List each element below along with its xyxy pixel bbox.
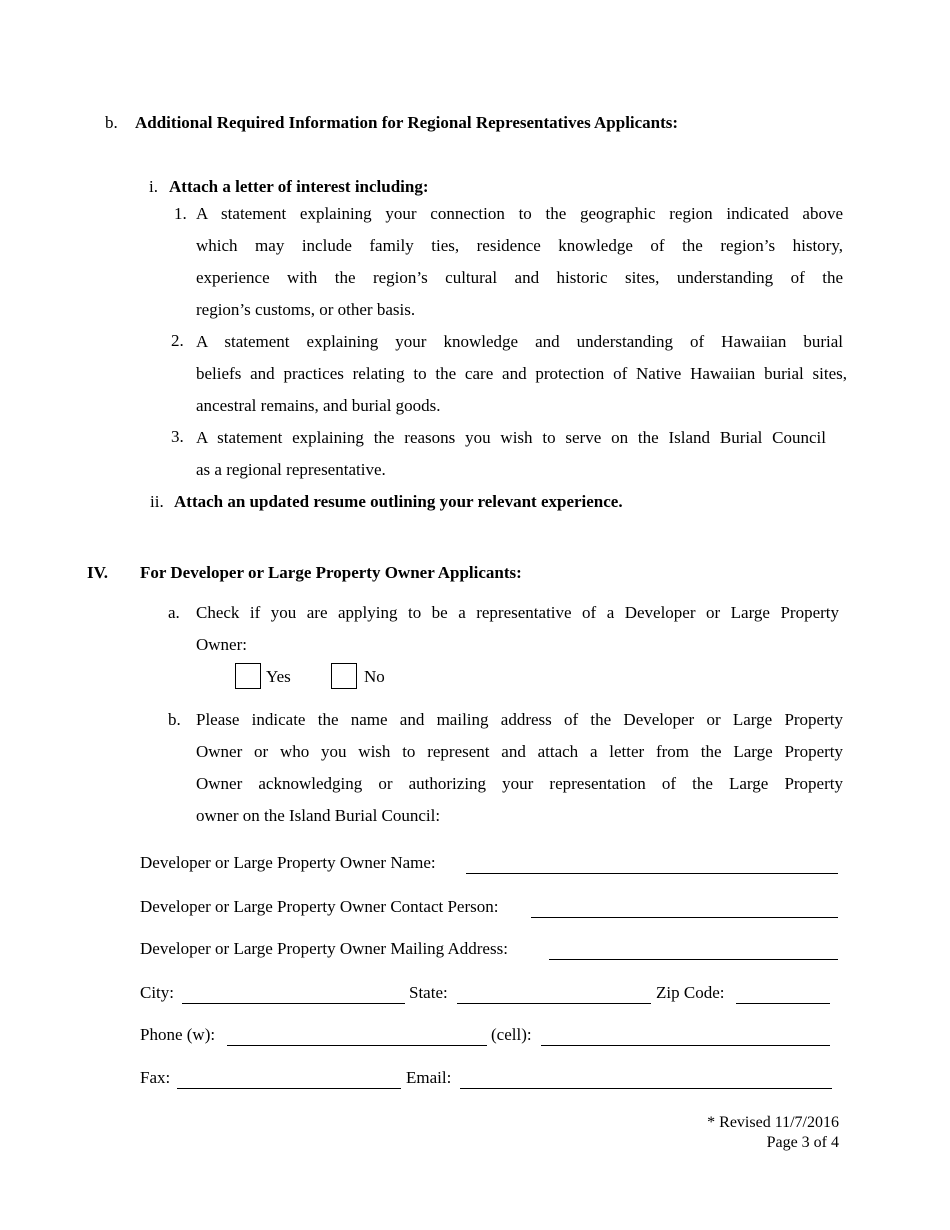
revised-note: * Revised 11/7/2016 bbox=[707, 1114, 839, 1131]
statement-1-line: which may include family ties, residence knowledge of the region’s history, bbox=[196, 236, 843, 255]
statement-3-marker: 3. bbox=[171, 427, 184, 446]
section-iv-heading: For Developer or Large Property Owner Applicants: bbox=[140, 563, 522, 582]
item-i-heading: Attach a letter of interest including: bbox=[169, 177, 429, 196]
no-checkbox[interactable] bbox=[331, 663, 357, 689]
phone-w-field[interactable] bbox=[227, 1045, 487, 1046]
zip-field[interactable] bbox=[736, 1003, 830, 1004]
yes-label: Yes bbox=[266, 667, 291, 686]
item-b-line: Owner or who you wish to represent and attach a letter from the Large Property bbox=[196, 742, 843, 761]
cell-field[interactable] bbox=[541, 1045, 830, 1046]
item-ii-heading: Attach an updated resume outlining your relevant experience. bbox=[174, 492, 623, 511]
owner-name-label: Developer or Large Property Owner Name: bbox=[140, 853, 436, 872]
statement-2-line: A statement explaining your knowledge and understanding of Hawaiian burial bbox=[196, 332, 843, 351]
item-b-line: Please indicate the name and mailing address of the Developer or Large Property bbox=[196, 710, 843, 729]
item-b-marker: b. bbox=[168, 710, 181, 729]
contact-person-label: Developer or Large Property Owner Contact Person: bbox=[140, 897, 499, 916]
cell-label: (cell): bbox=[491, 1025, 532, 1044]
statement-2-line: ancestral remains, and burial goods. bbox=[196, 396, 441, 415]
statement-1-marker: 1. bbox=[174, 204, 187, 223]
state-field[interactable] bbox=[457, 1003, 651, 1004]
statement-1-line: experience with the region’s cultural and historic sites, understanding of the bbox=[196, 268, 843, 287]
zip-label: Zip Code: bbox=[656, 983, 725, 1002]
email-label: Email: bbox=[406, 1068, 452, 1087]
city-field[interactable] bbox=[182, 1003, 405, 1004]
state-label: State: bbox=[409, 983, 448, 1002]
item-a-marker: a. bbox=[168, 603, 180, 622]
section-b-marker: b. bbox=[105, 113, 118, 132]
statement-1-line: region’s customs, or other basis. bbox=[196, 300, 416, 319]
item-a-line: Check if you are applying to be a representative of a Developer or Large Property bbox=[196, 603, 839, 622]
email-field[interactable] bbox=[460, 1088, 832, 1089]
yes-checkbox[interactable] bbox=[235, 663, 261, 689]
no-label: No bbox=[364, 667, 385, 686]
statement-2-line: beliefs and practices relating to the care and protection of Native Hawaiian burial sites, bbox=[196, 364, 847, 383]
section-b-heading: Additional Required Information for Regional Representatives Applicants: bbox=[135, 113, 679, 132]
contact-person-field[interactable] bbox=[531, 917, 838, 918]
mailing-address-field[interactable] bbox=[549, 959, 838, 960]
city-label: City: bbox=[140, 983, 175, 1002]
fax-label: Fax: bbox=[140, 1068, 171, 1087]
item-ii-marker: ii. bbox=[150, 492, 164, 511]
statement-1-line: A statement explaining your connection to the geographic region indicated above bbox=[196, 204, 843, 223]
section-iv-marker: IV. bbox=[87, 563, 108, 582]
item-b-line: owner on the Island Burial Council: bbox=[196, 806, 441, 825]
item-i-marker: i. bbox=[149, 177, 158, 196]
statement-3-line: as a regional representative. bbox=[196, 460, 386, 479]
mailing-address-label: Developer or Large Property Owner Mailing Address: bbox=[140, 939, 508, 958]
phone-w-label: Phone (w): bbox=[140, 1025, 216, 1044]
page-number: Page 3 of 4 bbox=[766, 1134, 839, 1151]
statement-3-line: A statement explaining the reasons you wish to serve on the Island Burial Council bbox=[196, 428, 826, 447]
item-b-line: Owner acknowledging or authorizing your representation of the Large Property bbox=[196, 774, 843, 793]
statement-2-marker: 2. bbox=[171, 331, 184, 350]
fax-field[interactable] bbox=[177, 1088, 401, 1089]
owner-name-field[interactable] bbox=[466, 873, 838, 874]
item-a-line: Owner: bbox=[196, 635, 247, 654]
